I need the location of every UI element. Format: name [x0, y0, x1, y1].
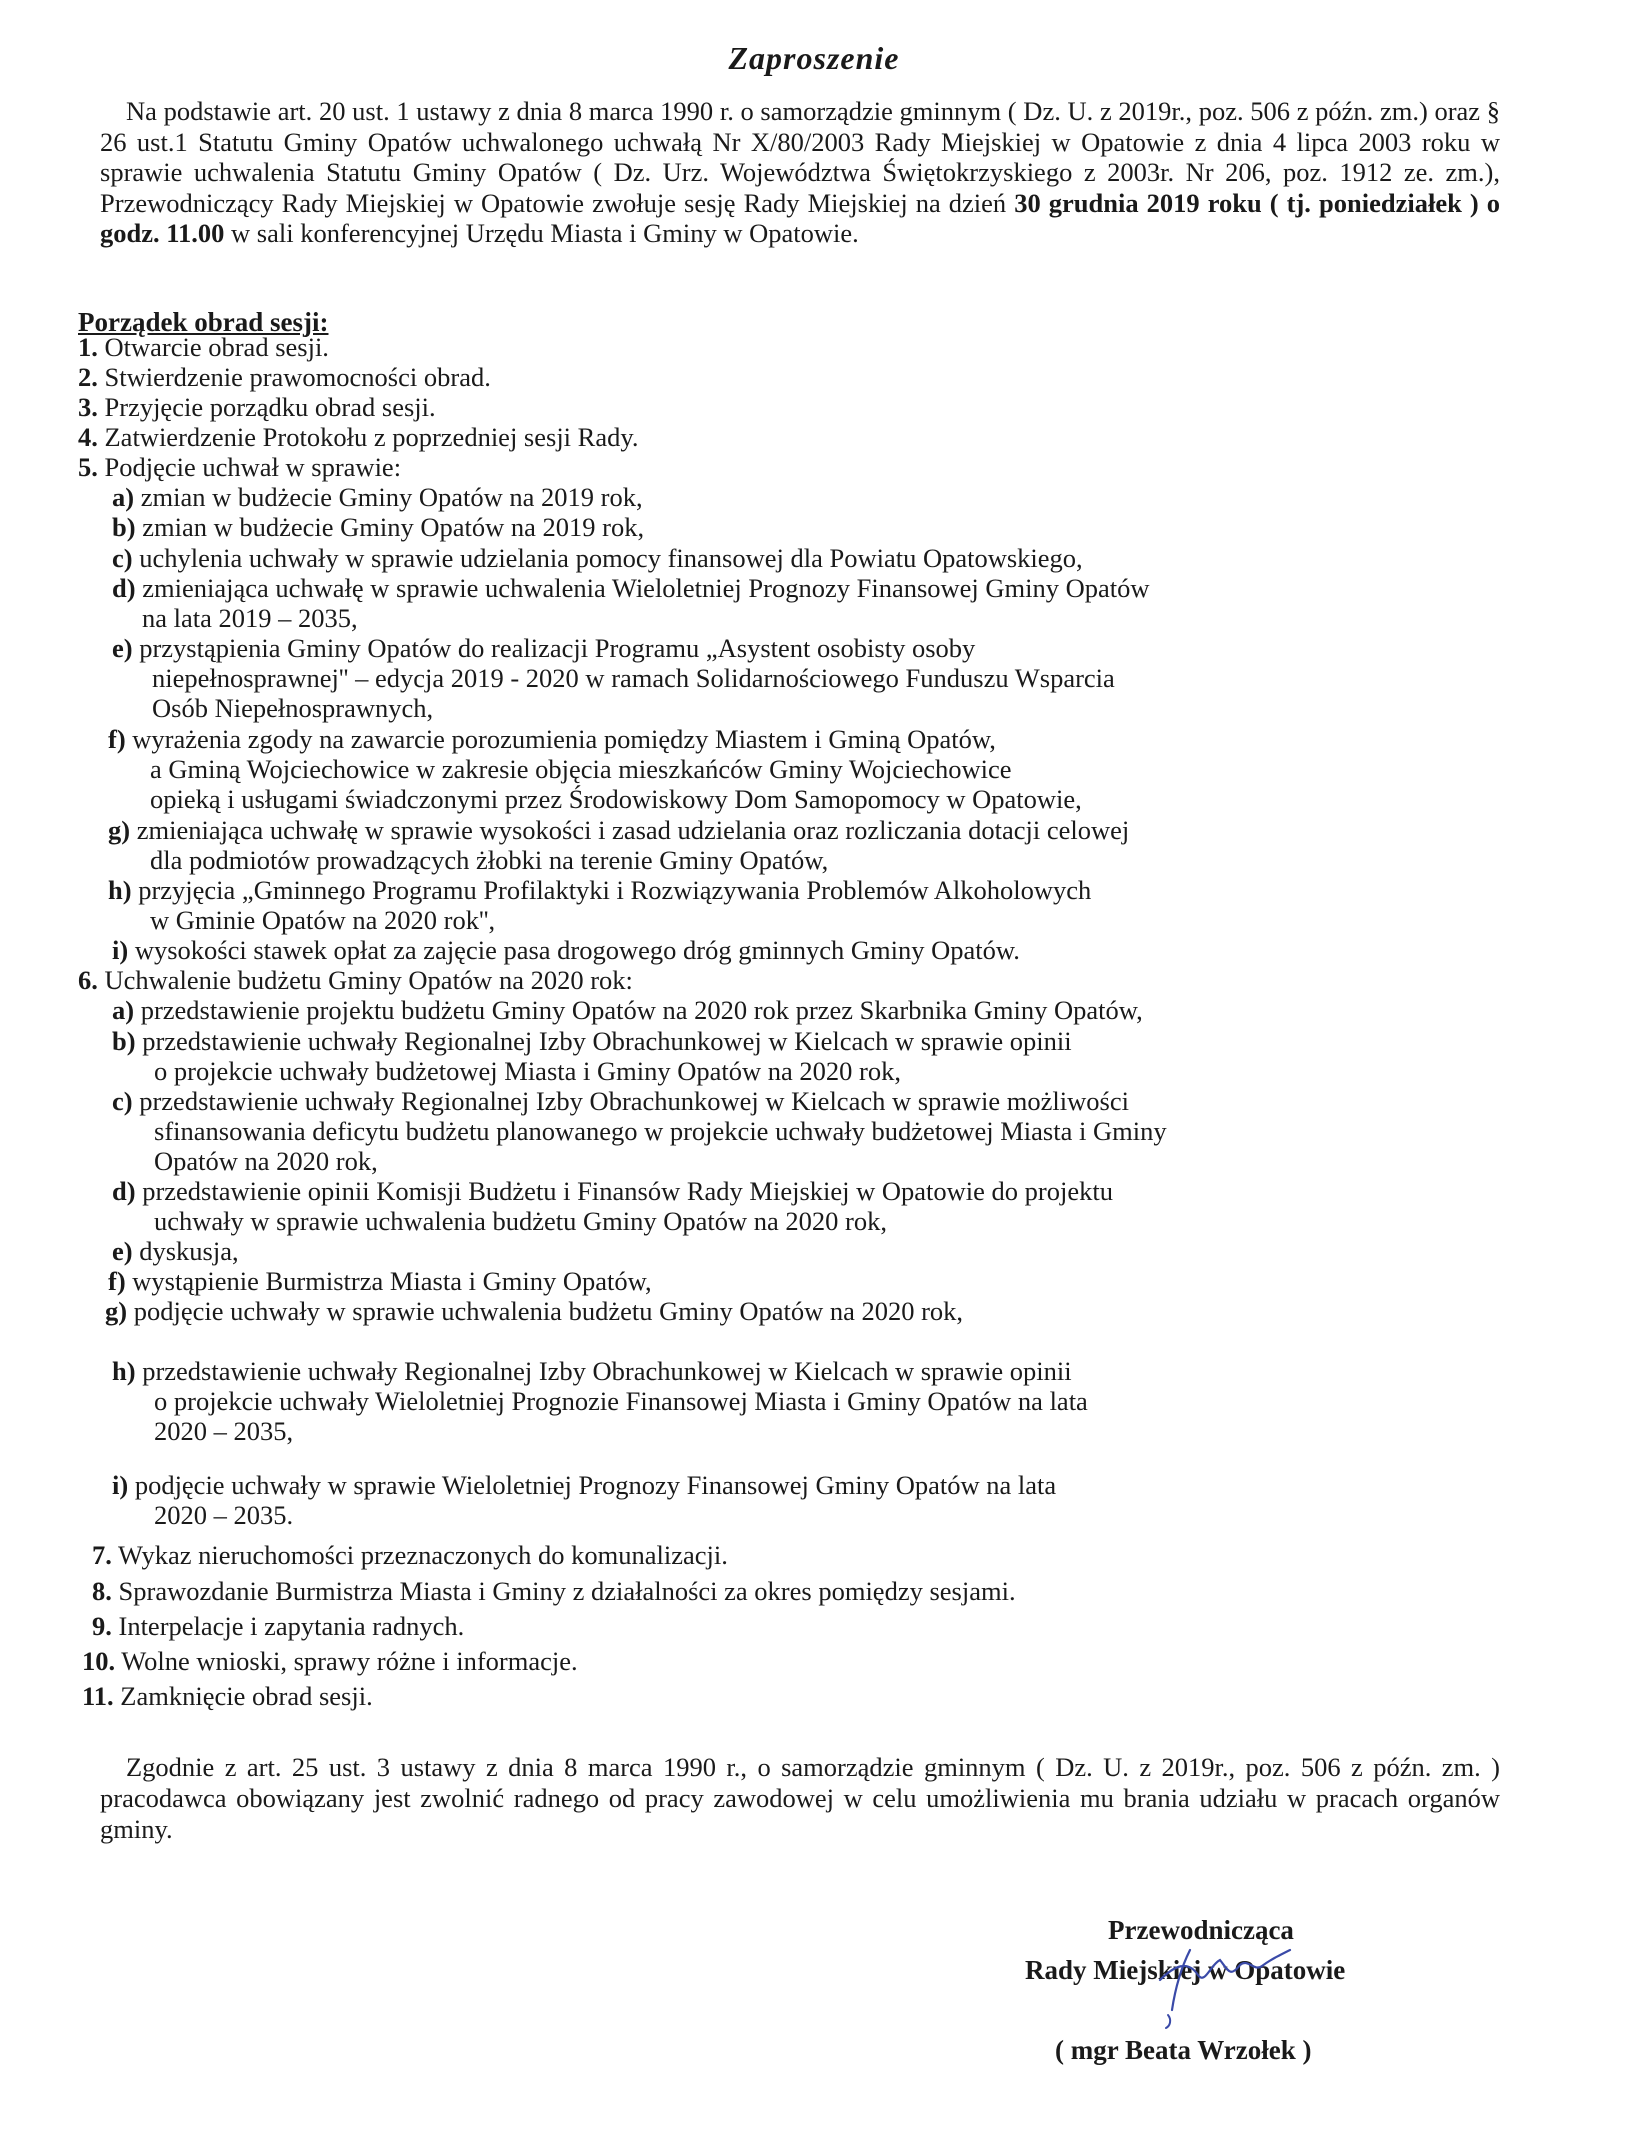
agenda-item-number: i) — [112, 935, 129, 965]
agenda-line — [112, 1146, 378, 1177]
agenda-line — [112, 1236, 239, 1267]
agenda-item-text: Przyjęcie porządku obrad sesji. — [104, 392, 436, 422]
agenda-item-text: przedstawienie projektu budżetu Gminy Opatów na 2020 rok przez Skarbnika Gminy Opatów, — [140, 995, 1143, 1025]
agenda-item-text: Otwarcie obrad sesji. — [104, 332, 329, 362]
agenda-item-text: o projekcie uchwały budżetowej Miasta i Gminy Opatów na 2020 rok, — [154, 1056, 901, 1086]
agenda-line — [108, 724, 996, 755]
agenda-item-text: wysokości stawek opłat za zajęcie pasa drogowego dróg gminnych Gminy Opatów. — [134, 935, 1020, 965]
agenda-line — [108, 815, 1129, 846]
agenda-line — [112, 1116, 1167, 1147]
session-date: 30 grudnia 2019 roku ( tj. poniedziałek ) o godz. 11.00 — [100, 187, 1500, 248]
agenda-item-number: g) — [105, 1296, 128, 1326]
agenda-item-number: a) — [112, 995, 135, 1025]
handwritten-signature — [1150, 1920, 1300, 2030]
agenda-heading: Porządek obrad sesji: — [78, 307, 329, 337]
agenda-item-text: zmieniająca uchwałę w sprawie uchwalenia Wieloletniej Prognozy Finansowej Gminy Opatów — [142, 573, 1150, 603]
agenda-item-text: dla podmiotów prowadzących żłobki na terenie Gminy Opatów, — [150, 845, 829, 875]
agenda-line — [92, 1576, 1016, 1607]
agenda-item-text: Uchwalenie budżetu Gminy Opatów na 2020 rok: — [104, 965, 633, 995]
closing-text: Zgodnie z art. 25 ust. 3 ustawy z dnia 8 marca 1990 r., o samorządzie gminnym ( Dz. U. z 2019r., poz. 506 z późn. zm. ) pracodawca obowiązany jest zwolnić radnego od pracy zawodowej w celu umożliwienia mu brania udziału w pracach organów gminy. — [100, 1752, 1500, 1844]
agenda-line — [112, 1416, 293, 1447]
agenda-item-number: 2. — [78, 362, 98, 392]
agenda-item-text: podjęcie uchwały w sprawie Wieloletniej Prognozy Finansowej Gminy Opatów na lata — [134, 1470, 1057, 1500]
agenda-item-text: Sprawozdanie Burmistrza Miasta i Gminy z działalności za okres pomiędzy sesjami. — [118, 1576, 1016, 1606]
agenda-item-number: 9. — [92, 1611, 112, 1641]
agenda-item-number: d) — [112, 573, 136, 603]
agenda-line — [78, 422, 639, 453]
agenda-item-text: wystąpienie Burmistrza Miasta i Gminy Opatów, — [132, 1266, 652, 1296]
agenda-item-number: h) — [108, 875, 132, 905]
agenda-item-number: f) — [108, 1266, 126, 1296]
agenda-item-number: g) — [108, 815, 131, 845]
agenda-item-number: f) — [108, 724, 126, 754]
agenda-line — [78, 452, 401, 483]
agenda-item-text: sfinansowania deficytu budżetu planowanego w projekcie uchwały budżetowej Miasta i Gminy — [154, 1116, 1167, 1146]
agenda-item-number: c) — [112, 543, 133, 573]
signature-name: ( mgr Beata Wrzołek ) — [1055, 2035, 1312, 2065]
agenda-item-text: Podjęcie uchwał w sprawie: — [104, 452, 402, 482]
agenda-item-number: 6. — [78, 965, 98, 995]
agenda-line — [105, 1296, 963, 1327]
agenda-line — [82, 1681, 373, 1712]
agenda-line — [112, 1470, 1056, 1501]
agenda-item-text: Wolne wnioski, sprawy różne i informacje. — [121, 1646, 578, 1676]
agenda-line — [92, 1540, 728, 1571]
agenda-item-text: przyjęcia „Gminnego Programu Profilaktyki i Rozwiązywania Problemów Alkoholowych — [138, 875, 1092, 905]
agenda-line — [112, 512, 644, 543]
agenda-item-text: 2020 – 2035, — [154, 1416, 294, 1446]
signature-title: Przewodnicząca — [1108, 1915, 1294, 1945]
agenda-line — [112, 573, 1150, 604]
agenda-item-number: i) — [112, 1470, 129, 1500]
agenda-item-text: dyskusja, — [139, 1236, 239, 1266]
agenda-line — [112, 1086, 1129, 1117]
agenda-line — [92, 1611, 464, 1642]
intro-text-1: Na podstawie art. 20 ust. 1 ustawy z dnia 8 marca 1990 r. o samorządzie gminnym ( Dz. U. z 2019r., poz. 506 z późn. zm.) oraz § 26 ust.1 Statutu Gminy Opatów uchwalonego uchwałą Nr X/80/2003 Rady Miejskiej w Opatowie z dnia 4 lipca 2003 roku w sprawie uchwalenia Statutu Gminy Opatów ( Dz. Urz. Województwa Świętokrzyskiego z 2003r. Nr 206, poz. 1912 ze. zm.), Przewodniczący Rady Miejskiej w Opatowie zwołuje sesję Rady Miejskiej na dzień — [100, 96, 1500, 218]
agenda-item-text: niepełnosprawnej'' – edycja 2019 - 2020 w ramach Solidarnościowego Funduszu Wsparcia — [152, 663, 1115, 693]
agenda-line — [112, 1056, 901, 1087]
agenda-item-text: przedstawienie uchwały Regionalnej Izby Obrachunkowej w Kielcach w sprawie opinii — [142, 1356, 1072, 1386]
agenda-line — [108, 905, 495, 936]
agenda-line — [108, 754, 1012, 785]
agenda-item-number: 3. — [78, 392, 98, 422]
agenda-item-text: zmieniająca uchwałę w sprawie wysokości i zasad udzielania oraz rozliczania dotacji celowej — [136, 815, 1130, 845]
agenda-item-number: 4. — [78, 422, 98, 452]
agenda-item-text: Zatwierdzenie Protokołu z poprzedniej sesji Rady. — [104, 422, 639, 452]
agenda-line — [78, 965, 633, 996]
agenda-item-text: uchwały w sprawie uchwalenia budżetu Gminy Opatów na 2020 rok, — [154, 1206, 887, 1236]
agenda-item-text: przedstawienie uchwały Regionalnej Izby Obrachunkowej w Kielcach w sprawie możliwości — [139, 1086, 1129, 1116]
document-title: Zaproszenie — [728, 40, 900, 76]
agenda-item-number: 5. — [78, 452, 98, 482]
agenda-item-text: Stwierdzenie prawomocności obrad. — [104, 362, 491, 392]
agenda-line — [82, 1646, 578, 1677]
agenda-item-text: przedstawienie opinii Komisji Budżetu i Finansów Rady Miejskiej w Opatowie do projektu — [142, 1176, 1113, 1206]
agenda-line — [108, 784, 1082, 815]
agenda-item-text: wyrażenia zgody na zawarcie porozumienia pomiędzy Miastem i Gminą Opatów, — [132, 724, 996, 754]
agenda-line — [112, 1206, 887, 1237]
agenda-line — [108, 1266, 652, 1297]
agenda-item-text: 2020 – 2035. — [154, 1500, 294, 1530]
agenda-item-text: przedstawienie uchwały Regionalnej Izby Obrachunkowej w Kielcach w sprawie opinii — [142, 1026, 1072, 1056]
agenda-item-text: w Gminie Opatów na 2020 rok'', — [150, 905, 496, 935]
agenda-item-number: 8. — [92, 1576, 112, 1606]
agenda-line — [112, 1500, 293, 1531]
agenda-item-text: opieką i usługami świadczonymi przez Środowiskowy Dom Samopomocy w Opatowie, — [150, 784, 1082, 814]
agenda-item-number: e) — [112, 633, 133, 663]
agenda-item-text: Wykaz nieruchomości przeznaczonych do komunalizacji. — [118, 1540, 728, 1570]
agenda-item-text: a Gminą Wojciechowice w zakresie objęcia mieszkańców Gminy Wojciechowice — [150, 754, 1012, 784]
agenda-item-number: a) — [112, 482, 135, 512]
agenda-line — [112, 663, 1115, 694]
agenda-line — [112, 603, 358, 634]
agenda-item-number: b) — [112, 1026, 136, 1056]
closing-paragraph — [100, 1752, 1500, 1845]
agenda-line — [78, 392, 436, 423]
agenda-item-number: 11. — [82, 1681, 114, 1711]
agenda-line — [112, 693, 433, 724]
agenda-line — [108, 875, 1091, 906]
agenda-line — [112, 935, 1020, 966]
agenda-item-text: przystąpienia Gminy Opatów do realizacji Programu „Asystent osobisty osoby — [139, 633, 976, 663]
intro-paragraph — [100, 96, 1500, 249]
agenda-line — [108, 845, 828, 876]
agenda-item-number: 7. — [92, 1540, 112, 1570]
agenda-line — [112, 543, 1083, 574]
agenda-item-text: na lata 2019 – 2035, — [142, 603, 358, 633]
agenda-item-text: uchylenia uchwały w sprawie udzielania pomocy finansowej dla Powiatu Opatowskiego, — [139, 543, 1083, 573]
intro-text-2: w sali konferencyjnej Urzędu Miasta i Gminy w Opatowie. — [224, 218, 859, 248]
agenda-item-number: c) — [112, 1086, 133, 1116]
agenda-line — [112, 1386, 1088, 1417]
agenda-item-text: Zamknięcie obrad sesji. — [120, 1681, 373, 1711]
agenda-item-text: zmian w budżecie Gminy Opatów na 2019 rok, — [140, 482, 643, 512]
agenda-line — [78, 332, 329, 363]
agenda-item-number: b) — [112, 512, 136, 542]
agenda-item-text: Opatów na 2020 rok, — [154, 1146, 378, 1176]
agenda-line — [112, 1356, 1072, 1387]
agenda-line — [78, 362, 491, 393]
agenda-item-text: Osób Niepełnosprawnych, — [152, 693, 434, 723]
agenda-line — [112, 1176, 1113, 1207]
agenda-item-text: podjęcie uchwały w sprawie uchwalenia budżetu Gminy Opatów na 2020 rok, — [133, 1296, 964, 1326]
agenda-item-text: zmian w budżecie Gminy Opatów na 2019 rok, — [142, 512, 645, 542]
agenda-line — [112, 633, 975, 664]
agenda-line — [112, 995, 1143, 1026]
agenda-item-number: d) — [112, 1176, 136, 1206]
agenda-item-text: Interpelacje i zapytania radnych. — [118, 1611, 465, 1641]
agenda-item-number: h) — [112, 1356, 136, 1386]
agenda-item-number: 1. — [78, 332, 98, 362]
agenda-line — [112, 1026, 1072, 1057]
agenda-item-text: o projekcie uchwały Wieloletniej Prognozie Finansowej Miasta i Gminy Opatów na lata — [154, 1386, 1088, 1416]
agenda-line — [112, 482, 643, 513]
signature-council: Rady Miejskiej w Opatowie — [1025, 1955, 1346, 1985]
agenda-item-number: e) — [112, 1236, 133, 1266]
agenda-item-number: 10. — [82, 1646, 116, 1676]
